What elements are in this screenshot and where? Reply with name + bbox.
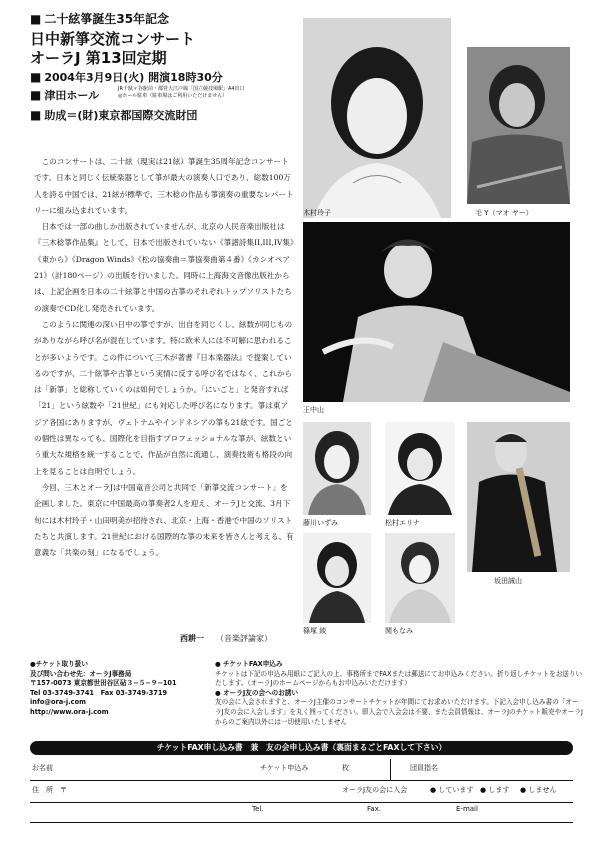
venue-note: JR千駄ヶ谷駅前・都営大江戸線「国立競技場駅」A4出口 ◎ホール駐車（駐車場はご利用いただけません） (118, 86, 245, 99)
concert-date: ■ 2004年3月9日(火) 開演18時30分 (30, 70, 223, 84)
address-label: 住 所 〒 (32, 786, 67, 794)
concert-venue: ■ 津田ホール (30, 88, 100, 102)
form-row-address (30, 781, 573, 803)
paragraph: 日本では一部の曲しか出版されていませんが、北京の人民音楽出版社は『三木稔箏作品集』として、日本で出版されていない《箏譜詩集II,III,IV集》《東から》《Dragon Winds》《松の協奏曲＝箏協奏曲第４番》《カシオペア21》（計180ページ）の出版を行いました。同時に上海海文音像出版社からは、上記企画を日本の二十絃箏と中国の古箏のそれぞれトップソリストたちの演奏でCD化し発売されています。 (34, 222, 294, 313)
header-line-1: ■ 二十絃箏誕生35年記念 (30, 12, 170, 26)
caption-shinozuka: 篠塚 綾 (303, 627, 327, 635)
option-join[interactable]: ● します (480, 786, 510, 794)
paragraph: 今回、三木とオーラJは中国竜音公司と共同で「新箏交流コンサート」を企画しました。東京に中国最高の箏奏者2人を迎え、オーラJと交流、3月下旬には木村玲子・山田明美が招待され、北京・上海・香港で中国のソリストたちと共演します。21世紀における国際的な箏の未来を皆さんと考える、有意義な「共楽の刻」になるでしょう。 (34, 482, 294, 558)
paragraph: このように関連の深い日中の箏ですが、出自を同じくし、絃数が同じものがありながら呼び名が混在しています。特に欧米人には不可解に思われることが多いようです。この件について三木が著書『日本楽器法』で提案しているのですが、二十絃箏や古箏という実情に反する呼び名ではなく、これからは「新箏」と総称していくのは如何でしょうか。「にいごと」と発音すれば「21」という絃数や「21世紀」にも対応した呼び名になります。箏は東アジア各国にありますが、ヴェトナムやインドネシアの箏も21絃です。国ごとの個性は異なっても、国際化を目指すプロフェッショナルな箏が、絃数という重大な規格を統一することで、作品が自然に流通し、演奏技術も格段の向上を見ることは自明でしょう。 (34, 319, 293, 476)
form-banner: チケットFAX申し込み書 兼 友の会申し込み書（裏面まるごとFAXして下さい） (30, 741, 573, 755)
caption-kimura: 木村玲子 (303, 209, 331, 217)
email-label: E-mail (456, 805, 478, 813)
author-signature: 西耕一 （音楽評論家） (180, 633, 272, 643)
email-link[interactable]: info@ora-j.com (30, 698, 86, 707)
form-row-contact (30, 803, 573, 823)
photo-matsumura (385, 422, 455, 515)
fax-and-friends-info: ● チケットFAX申込み チケットは下記の申込み用紙にご記入の上、事務所までFAXまたは郵送にてお申込みください。折り返しチケットをお送りいたします。（オーラJのホームページからもお申込みいただけます） ● オーラJ友の会へのお誘い 友の会に入会されますと、オーラJ主催のコンサートチケットが年間にてお求めいただけます。下記入会申し込み書の「オーラJ友の会に入会します」を丸く囲ってください。即入会で入会会は不要、また会員情報は、オーラJのチケット販売やオーラJからのご案内以外には一切使用いたしません (215, 660, 583, 726)
paragraph: このコンサートは、二十絃（現実は21絃）箏誕生35周年記念コンサートです。日本と同じく伝統楽器として箏が最大の演奏人口であり、総数100万人を誇る中国では、21絃が標準で、三木稔の作品も箏演奏の重要なレパートリーに組み込まれています。 (34, 157, 294, 215)
caption-seki: 関もなみ (385, 627, 413, 635)
photo-fujikawa (303, 422, 371, 515)
group-label: 団員指名 (410, 764, 438, 772)
tickets-label: チケット申込み (260, 764, 309, 772)
photo-sakata (467, 422, 570, 572)
form-row-name (30, 759, 573, 781)
join-label: オーラJ友の会に入会 (342, 786, 408, 794)
sponsor: ■ 助成＝(財)東京都国際交流財団 (30, 108, 198, 122)
caption-wang: 王中山 (303, 406, 324, 414)
caption-sakata: 坂田誠山 (494, 577, 522, 585)
divider (390, 759, 391, 780)
ticket-contact-info: ●チケット取り扱い 及び問い合わせ先：オーラJ事務局 〒157-0073 東京都世田谷区砧３−５−９−101 Tel 03-3749-3741 Fax 03-3749-3719 info@ora-j.com http://www.ora-j.com (30, 660, 215, 718)
article-body (34, 154, 294, 561)
count-label: 枚 (342, 764, 349, 772)
tel-label: Tel. (252, 805, 264, 813)
photo-shinozuka (303, 533, 371, 623)
photo-mao (467, 47, 570, 204)
name-label: お名前 (32, 764, 53, 772)
caption-fujikawa: 藤川いずみ (303, 519, 338, 527)
website-link[interactable]: http://www.ora-j.com (30, 707, 109, 716)
option-member[interactable]: ● しています (430, 786, 474, 794)
concert-title: 日中新箏交流コンサート (30, 30, 196, 48)
caption-mao: 毛 Y（マオ ヤー） (475, 209, 533, 217)
concert-subtitle: オーラJ 第13回定期 (30, 49, 167, 67)
photo-wang (303, 222, 570, 402)
fax-label: Fax. (367, 805, 382, 813)
option-decline[interactable]: ● しません (520, 786, 557, 794)
photo-kimura (303, 18, 451, 218)
caption-matsumura: 松村エリナ (385, 519, 420, 527)
photo-seki (385, 533, 455, 623)
